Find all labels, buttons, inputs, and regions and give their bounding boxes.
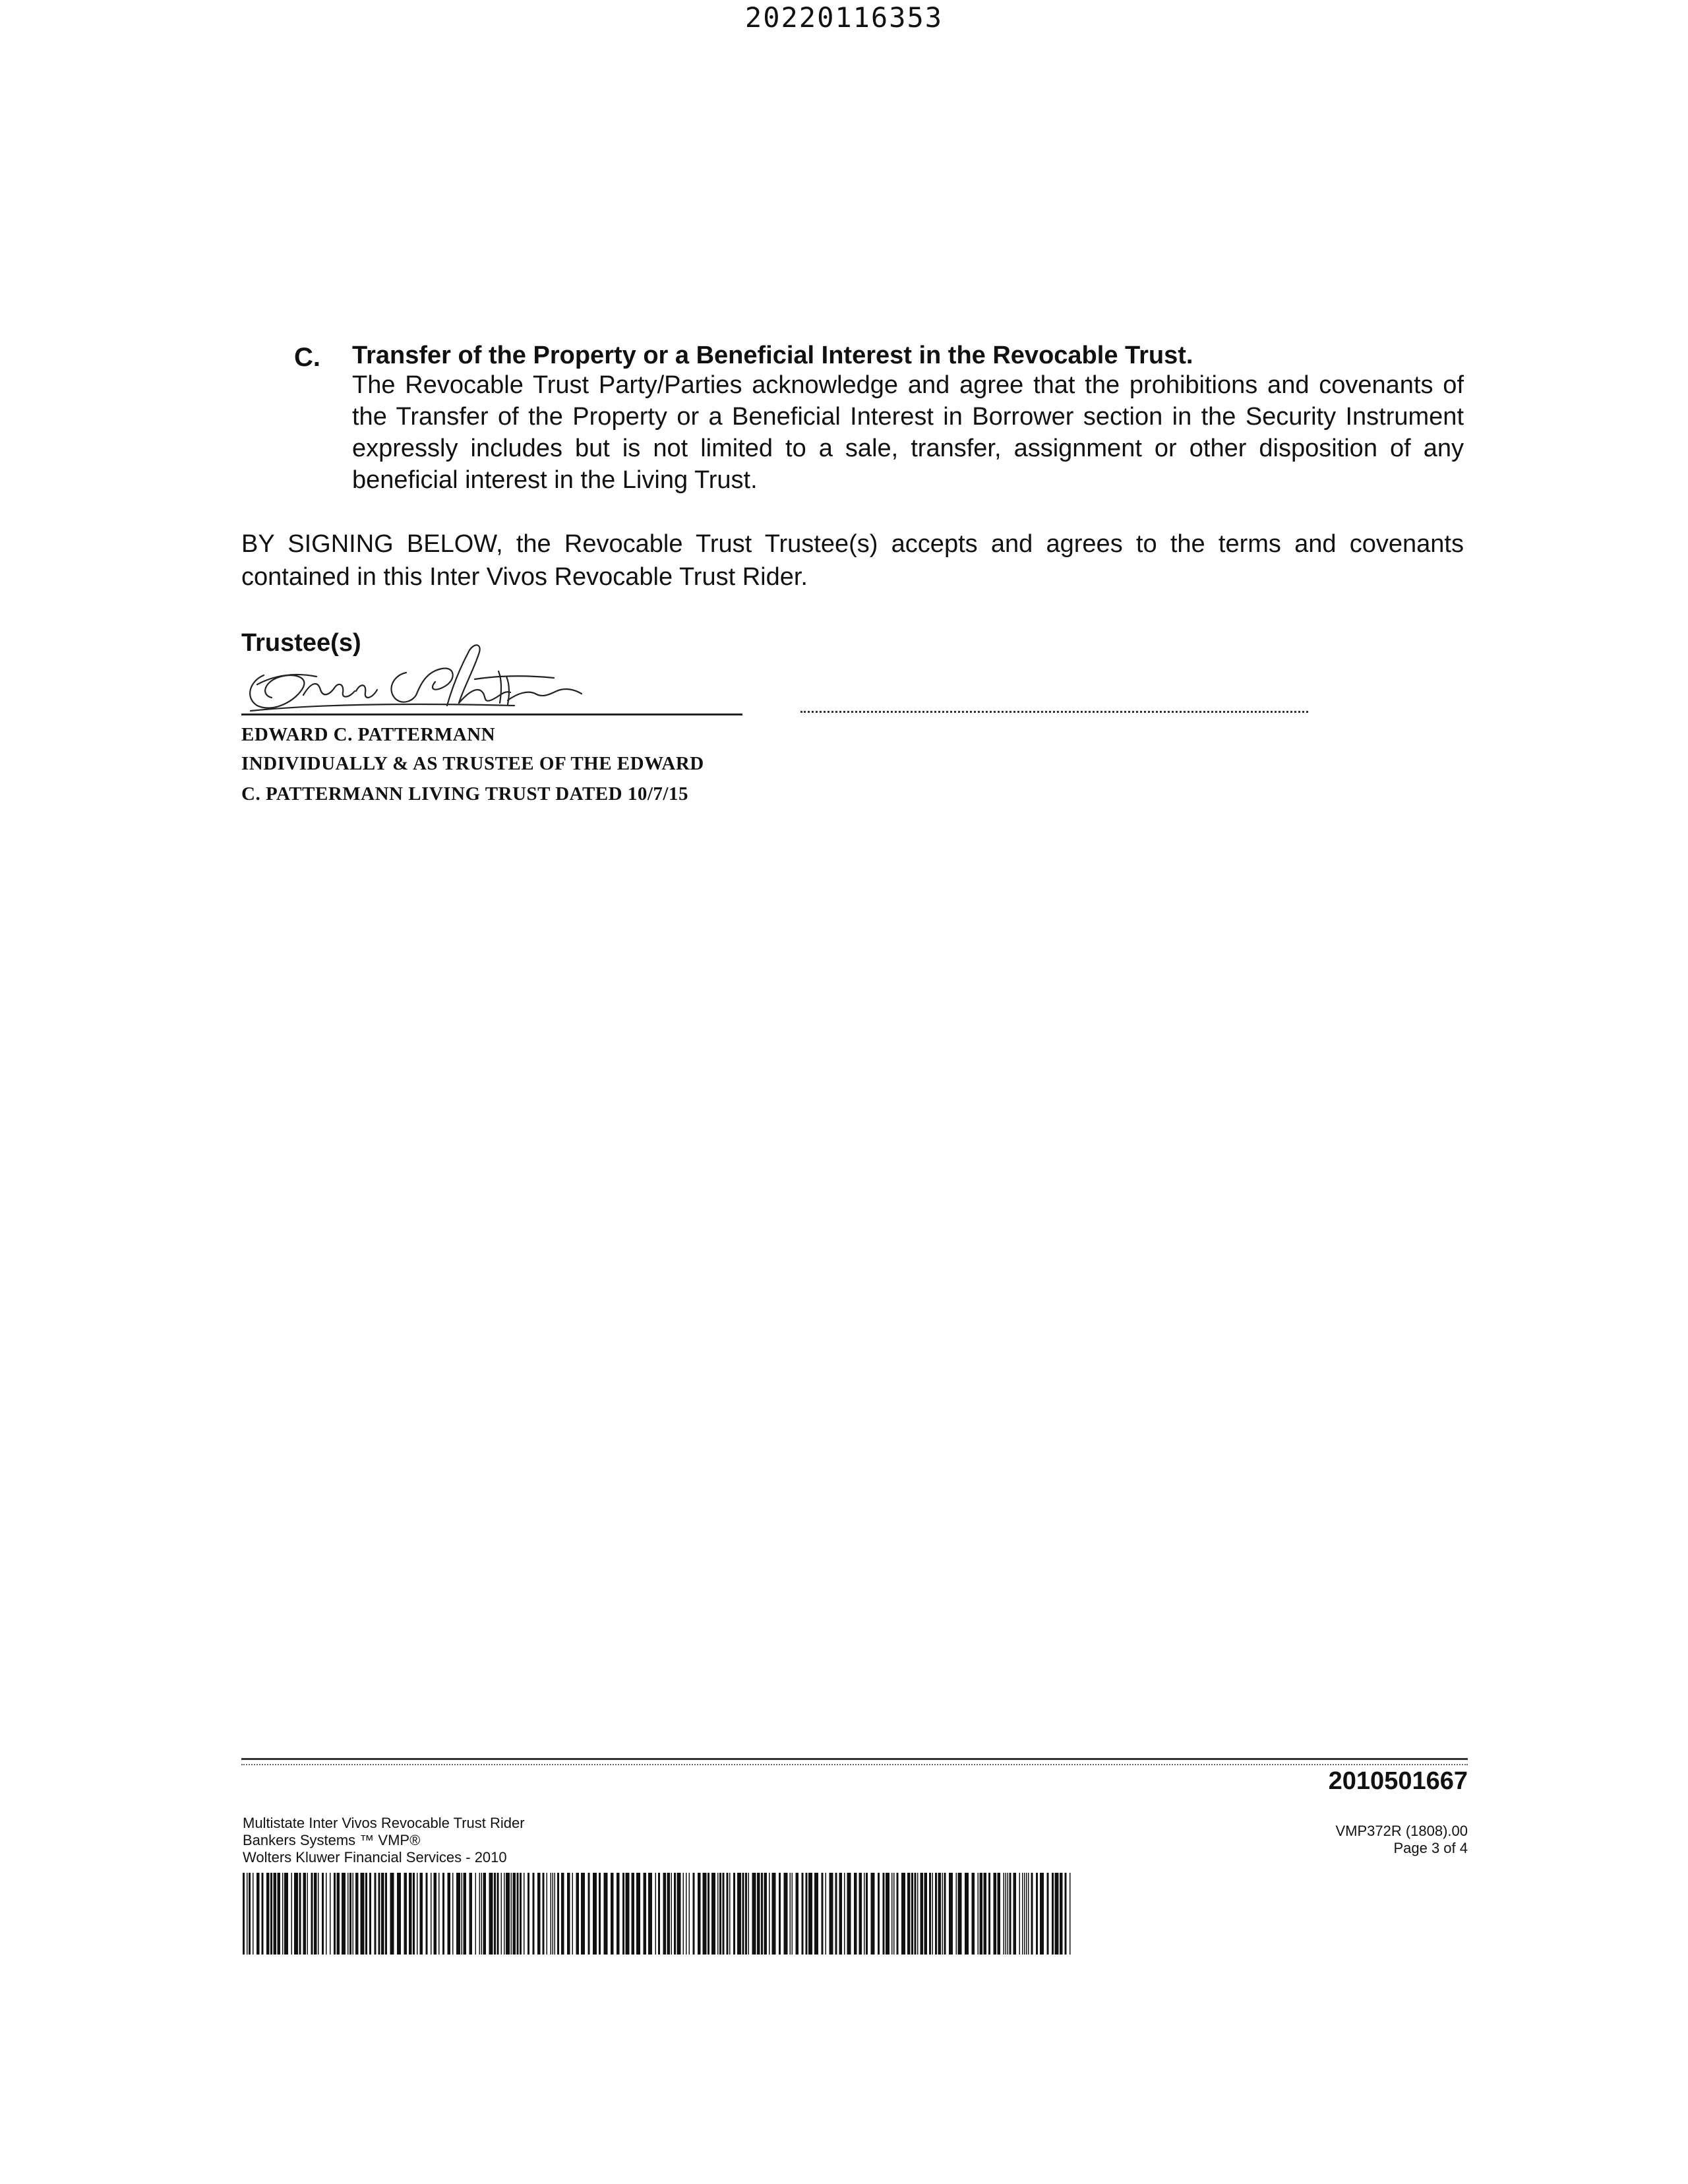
barcode-bar xyxy=(381,1873,384,1955)
barcode-bar xyxy=(1031,1873,1033,1955)
barcode-bar xyxy=(506,1873,510,1955)
barcode-bar xyxy=(299,1873,301,1955)
barcode-bar xyxy=(282,1873,284,1955)
barcode-bar xyxy=(677,1873,681,1955)
barcode-bar xyxy=(533,1873,535,1955)
recording-document-number: 20220116353 xyxy=(744,1,944,34)
barcode-bar xyxy=(1060,1873,1063,1955)
form-publisher: Wolters Kluwer Financial Services - 2010 xyxy=(243,1849,507,1866)
barcode-bar xyxy=(929,1873,931,1955)
page-indicator: Page 3 of 4 xyxy=(1393,1840,1468,1856)
barcode-bar xyxy=(294,1873,298,1955)
barcode-bar xyxy=(1036,1873,1038,1955)
barcode-bar xyxy=(644,1873,647,1955)
barcode-bar xyxy=(390,1873,394,1955)
barcode-bar xyxy=(588,1873,590,1955)
barcode-bar xyxy=(307,1873,309,1955)
form-vendor: Bankers Systems ™ VMP® xyxy=(243,1832,421,1848)
signer-name: EDWARD C. PATTERMANN xyxy=(241,724,496,745)
signature-line-blank xyxy=(800,711,1308,713)
barcode-bar xyxy=(1055,1873,1059,1955)
barcode-bar xyxy=(1010,1873,1011,1955)
barcode-bar xyxy=(658,1873,660,1955)
barcode-bar xyxy=(944,1873,946,1955)
barcode-bar xyxy=(901,1873,905,1955)
barcode-bar xyxy=(464,1873,467,1955)
barcode-bar xyxy=(932,1873,934,1955)
barcode-bar xyxy=(249,1873,251,1955)
barcode-bar xyxy=(572,1873,574,1955)
barcode-bar xyxy=(501,1873,502,1955)
barcode-bar xyxy=(617,1873,620,1955)
barcode-bar xyxy=(632,1873,635,1955)
barcode-bar xyxy=(814,1873,818,1955)
barcode-bar xyxy=(481,1873,483,1955)
barcode-bar xyxy=(891,1873,893,1955)
barcode-bar xyxy=(555,1873,556,1955)
barcode-bar xyxy=(733,1873,735,1955)
footer-divider xyxy=(241,1758,1468,1765)
barcode-bar xyxy=(752,1873,756,1955)
barcode-bar xyxy=(790,1873,791,1955)
barcode-bar xyxy=(727,1873,729,1955)
barcode-bar xyxy=(511,1873,512,1955)
barcode-bar xyxy=(243,1873,245,1955)
barcode-bar xyxy=(576,1873,580,1955)
barcode-bar xyxy=(703,1873,707,1955)
barcode-bar xyxy=(266,1873,270,1955)
barcode-bar xyxy=(719,1873,721,1955)
barcode-bar xyxy=(866,1873,868,1955)
barcode-bar xyxy=(385,1873,387,1955)
loan-number: 2010501667 xyxy=(1328,1767,1468,1795)
barcode-bar xyxy=(537,1873,541,1955)
barcode-bar xyxy=(655,1873,657,1955)
barcode-bar xyxy=(978,1873,979,1955)
barcode-bar xyxy=(378,1873,380,1955)
barcode-bar xyxy=(698,1873,701,1955)
barcode-bar xyxy=(553,1873,554,1955)
barcode-bar xyxy=(611,1873,614,1955)
barcode-bar xyxy=(745,1873,747,1955)
barcode-bar xyxy=(448,1873,451,1955)
barcode-bar xyxy=(347,1873,349,1955)
barcode-bar xyxy=(859,1873,862,1955)
barcode-bar xyxy=(757,1873,760,1955)
barcode-bar xyxy=(479,1873,481,1955)
barcode-bar xyxy=(420,1873,423,1955)
barcode-bar xyxy=(1026,1873,1027,1955)
barcode-bar xyxy=(284,1873,288,1955)
barcode-bar xyxy=(417,1873,418,1955)
barcode-bar xyxy=(567,1873,570,1955)
barcode-bar xyxy=(322,1873,324,1955)
barcode-bar xyxy=(326,1873,327,1955)
barcode-bar xyxy=(1047,1873,1049,1955)
barcode-bar xyxy=(452,1873,454,1955)
barcode-bar xyxy=(994,1873,997,1955)
barcode-bar xyxy=(949,1873,953,1955)
signer-title-line: C. PATTERMANN LIVING TRUST DATED 10/7/15 xyxy=(241,783,688,804)
barcode-bar xyxy=(278,1873,281,1955)
barcode-bar xyxy=(1008,1873,1009,1955)
barcode-bar xyxy=(314,1873,317,1955)
barcode-bar xyxy=(434,1873,437,1955)
barcode-bar xyxy=(426,1873,428,1955)
barcode-bar xyxy=(557,1873,559,1955)
barcode-bar xyxy=(711,1873,715,1955)
barcode-bar xyxy=(397,1873,401,1955)
barcode-bar xyxy=(802,1873,804,1955)
barcode-bar xyxy=(988,1873,990,1955)
barcode xyxy=(243,1873,1073,1955)
barcode-bar xyxy=(883,1873,885,1955)
barcode-bar xyxy=(1028,1873,1029,1955)
barcode-bar xyxy=(761,1873,763,1955)
barcode-bar xyxy=(984,1873,987,1955)
barcode-bar xyxy=(409,1873,412,1955)
barcode-bar xyxy=(822,1873,824,1955)
barcode-bar xyxy=(253,1873,254,1955)
barcode-bar xyxy=(274,1873,277,1955)
barcode-bar xyxy=(871,1873,875,1955)
barcode-bar xyxy=(854,1873,857,1955)
barcode-bar xyxy=(911,1873,913,1955)
barcode-bar xyxy=(737,1873,741,1955)
barcode-bar xyxy=(270,1873,272,1955)
barcode-bar xyxy=(311,1873,313,1955)
barcode-bar xyxy=(796,1873,799,1955)
handwritten-signature xyxy=(237,634,593,720)
barcode-bar xyxy=(886,1873,889,1955)
barcode-bar xyxy=(581,1873,585,1955)
barcode-bar xyxy=(355,1873,359,1955)
barcode-bar xyxy=(917,1873,919,1955)
barcode-bar xyxy=(907,1873,911,1955)
barcode-bar xyxy=(1052,1873,1054,1955)
barcode-bar xyxy=(1006,1873,1007,1955)
barcode-bar xyxy=(779,1873,781,1955)
barcode-bar xyxy=(972,1873,975,1955)
barcode-bar xyxy=(1004,1873,1005,1955)
barcode-bar xyxy=(404,1873,407,1955)
barcode-bar xyxy=(1024,1873,1025,1955)
barcode-bar xyxy=(513,1873,516,1955)
trustees-heading: Trustee(s) xyxy=(241,629,361,657)
barcode-bar xyxy=(483,1873,487,1955)
barcode-bar xyxy=(520,1873,522,1955)
barcode-bar xyxy=(561,1873,564,1955)
barcode-bar xyxy=(924,1873,928,1955)
barcode-bar xyxy=(671,1873,673,1955)
barcode-bar xyxy=(847,1873,851,1955)
barcode-bar xyxy=(442,1873,444,1955)
barcode-bar xyxy=(330,1873,331,1955)
barcode-bar xyxy=(980,1873,983,1955)
barcode-bar xyxy=(708,1873,709,1955)
barcode-bar xyxy=(528,1873,529,1955)
barcode-bar xyxy=(935,1873,937,1955)
barcode-bar xyxy=(334,1873,336,1955)
barcode-bar xyxy=(462,1873,463,1955)
barcode-bar xyxy=(353,1873,354,1955)
barcode-bar xyxy=(839,1873,843,1955)
barcode-bar xyxy=(748,1873,750,1955)
barcode-bar xyxy=(517,1873,519,1955)
barcode-bar xyxy=(1019,1873,1021,1955)
barcode-bar xyxy=(469,1873,473,1955)
barcode-bar xyxy=(674,1873,676,1955)
barcode-bar xyxy=(893,1873,895,1955)
barcode-bar xyxy=(291,1873,293,1955)
barcode-bar xyxy=(547,1873,548,1955)
barcode-bar xyxy=(604,1873,608,1955)
barcode-bar xyxy=(686,1873,687,1955)
barcode-bar xyxy=(303,1873,307,1955)
barcode-bar xyxy=(342,1873,346,1955)
barcode-bar xyxy=(593,1873,597,1955)
barcode-bar xyxy=(897,1873,899,1955)
barcode-bar xyxy=(337,1873,340,1955)
barcode-bar xyxy=(494,1873,496,1955)
barcode-bar xyxy=(456,1873,460,1955)
barcode-bar xyxy=(956,1873,957,1955)
barcode-bar xyxy=(965,1873,969,1955)
barcode-bar xyxy=(667,1873,671,1955)
barcode-bar xyxy=(1040,1873,1044,1955)
barcode-bar xyxy=(626,1873,630,1955)
barcode-bar xyxy=(784,1873,788,1955)
barcode-bar xyxy=(829,1873,833,1955)
barcode-bar xyxy=(717,1873,719,1955)
barcode-bar xyxy=(1013,1873,1017,1955)
barcode-bar xyxy=(543,1873,545,1955)
barcode-bar xyxy=(844,1873,845,1955)
barcode-bar xyxy=(689,1873,690,1955)
barcode-bar xyxy=(723,1873,725,1955)
signer-title-line: INDIVIDUALLY & AS TRUSTEE OF THE EDWARD xyxy=(241,753,704,774)
section-letter: C. xyxy=(294,343,320,372)
barcode-bar xyxy=(792,1873,793,1955)
barcode-bar xyxy=(769,1873,770,1955)
barcode-bar xyxy=(826,1873,827,1955)
barcode-bar xyxy=(599,1873,601,1955)
barcode-bar xyxy=(1022,1873,1023,1955)
barcode-bar xyxy=(878,1873,880,1955)
barcode-bar xyxy=(958,1873,962,1955)
barcode-bar xyxy=(365,1873,367,1955)
barcode-bar xyxy=(247,1873,248,1955)
barcode-bar xyxy=(806,1873,808,1955)
barcode-bar xyxy=(413,1873,415,1955)
barcode-bar xyxy=(349,1873,351,1955)
section-body-paragraph: The Revocable Trust Party/Parties acknowledge and agree that the prohibitions and covenants of the Transfer of the Property or a Beneficial Interest in Borrower section in the Security Instrument expressly includes but is not limited to a sale, transfer, assignment or other disposition of any beneficial interest in the Living Trust. xyxy=(352,371,1464,494)
section-heading: Transfer of the Property or a Beneficial Interest in the Revocable Trust. xyxy=(352,342,1193,369)
barcode-bar xyxy=(1065,1873,1067,1955)
signing-acknowledgment-paragraph: BY SIGNING BELOW, the Revocable Trust Trustee(s) accepts and agrees to the terms and covenants contained in this Inter Vivos Revocable Trust Rider. xyxy=(241,530,1464,591)
barcode-bar xyxy=(504,1873,505,1955)
barcode-bar xyxy=(318,1873,319,1955)
barcode-bar xyxy=(524,1873,525,1955)
signature-line xyxy=(241,713,742,715)
barcode-bar xyxy=(920,1873,924,1955)
barcode-bar xyxy=(438,1873,440,1955)
barcode-bar xyxy=(683,1873,684,1955)
barcode-bar xyxy=(693,1873,695,1955)
form-name: Multistate Inter Vivos Revocable Trust Rider xyxy=(243,1815,525,1831)
barcode-bar xyxy=(1070,1873,1071,1955)
barcode-bar xyxy=(551,1873,552,1955)
barcode-bar xyxy=(361,1873,365,1955)
barcode-bar xyxy=(256,1873,260,1955)
barcode-bar xyxy=(742,1873,744,1955)
barcode-bar xyxy=(648,1873,652,1955)
barcode-bar xyxy=(835,1873,837,1955)
barcode-bar xyxy=(369,1873,371,1955)
barcode-bar xyxy=(375,1873,377,1955)
barcode-bar xyxy=(864,1873,865,1955)
barcode-bar xyxy=(431,1873,432,1955)
barcode-bar xyxy=(772,1873,776,1955)
barcode-bar xyxy=(998,1873,1001,1955)
barcode-bar xyxy=(663,1873,667,1955)
barcode-bar xyxy=(915,1873,917,1955)
barcode-bar xyxy=(262,1873,264,1955)
barcode-bar xyxy=(942,1873,944,1955)
form-code: VMP372R (1808).00 xyxy=(1335,1823,1468,1839)
barcode-bar xyxy=(938,1873,942,1955)
barcode-bar xyxy=(489,1873,493,1955)
barcode-bar xyxy=(636,1873,640,1955)
barcode-bar xyxy=(622,1873,624,1955)
barcode-bar xyxy=(729,1873,731,1955)
barcode-bar xyxy=(764,1873,768,1955)
barcode-bar xyxy=(475,1873,477,1955)
barcode-bar xyxy=(808,1873,812,1955)
barcode-bar xyxy=(497,1873,499,1955)
